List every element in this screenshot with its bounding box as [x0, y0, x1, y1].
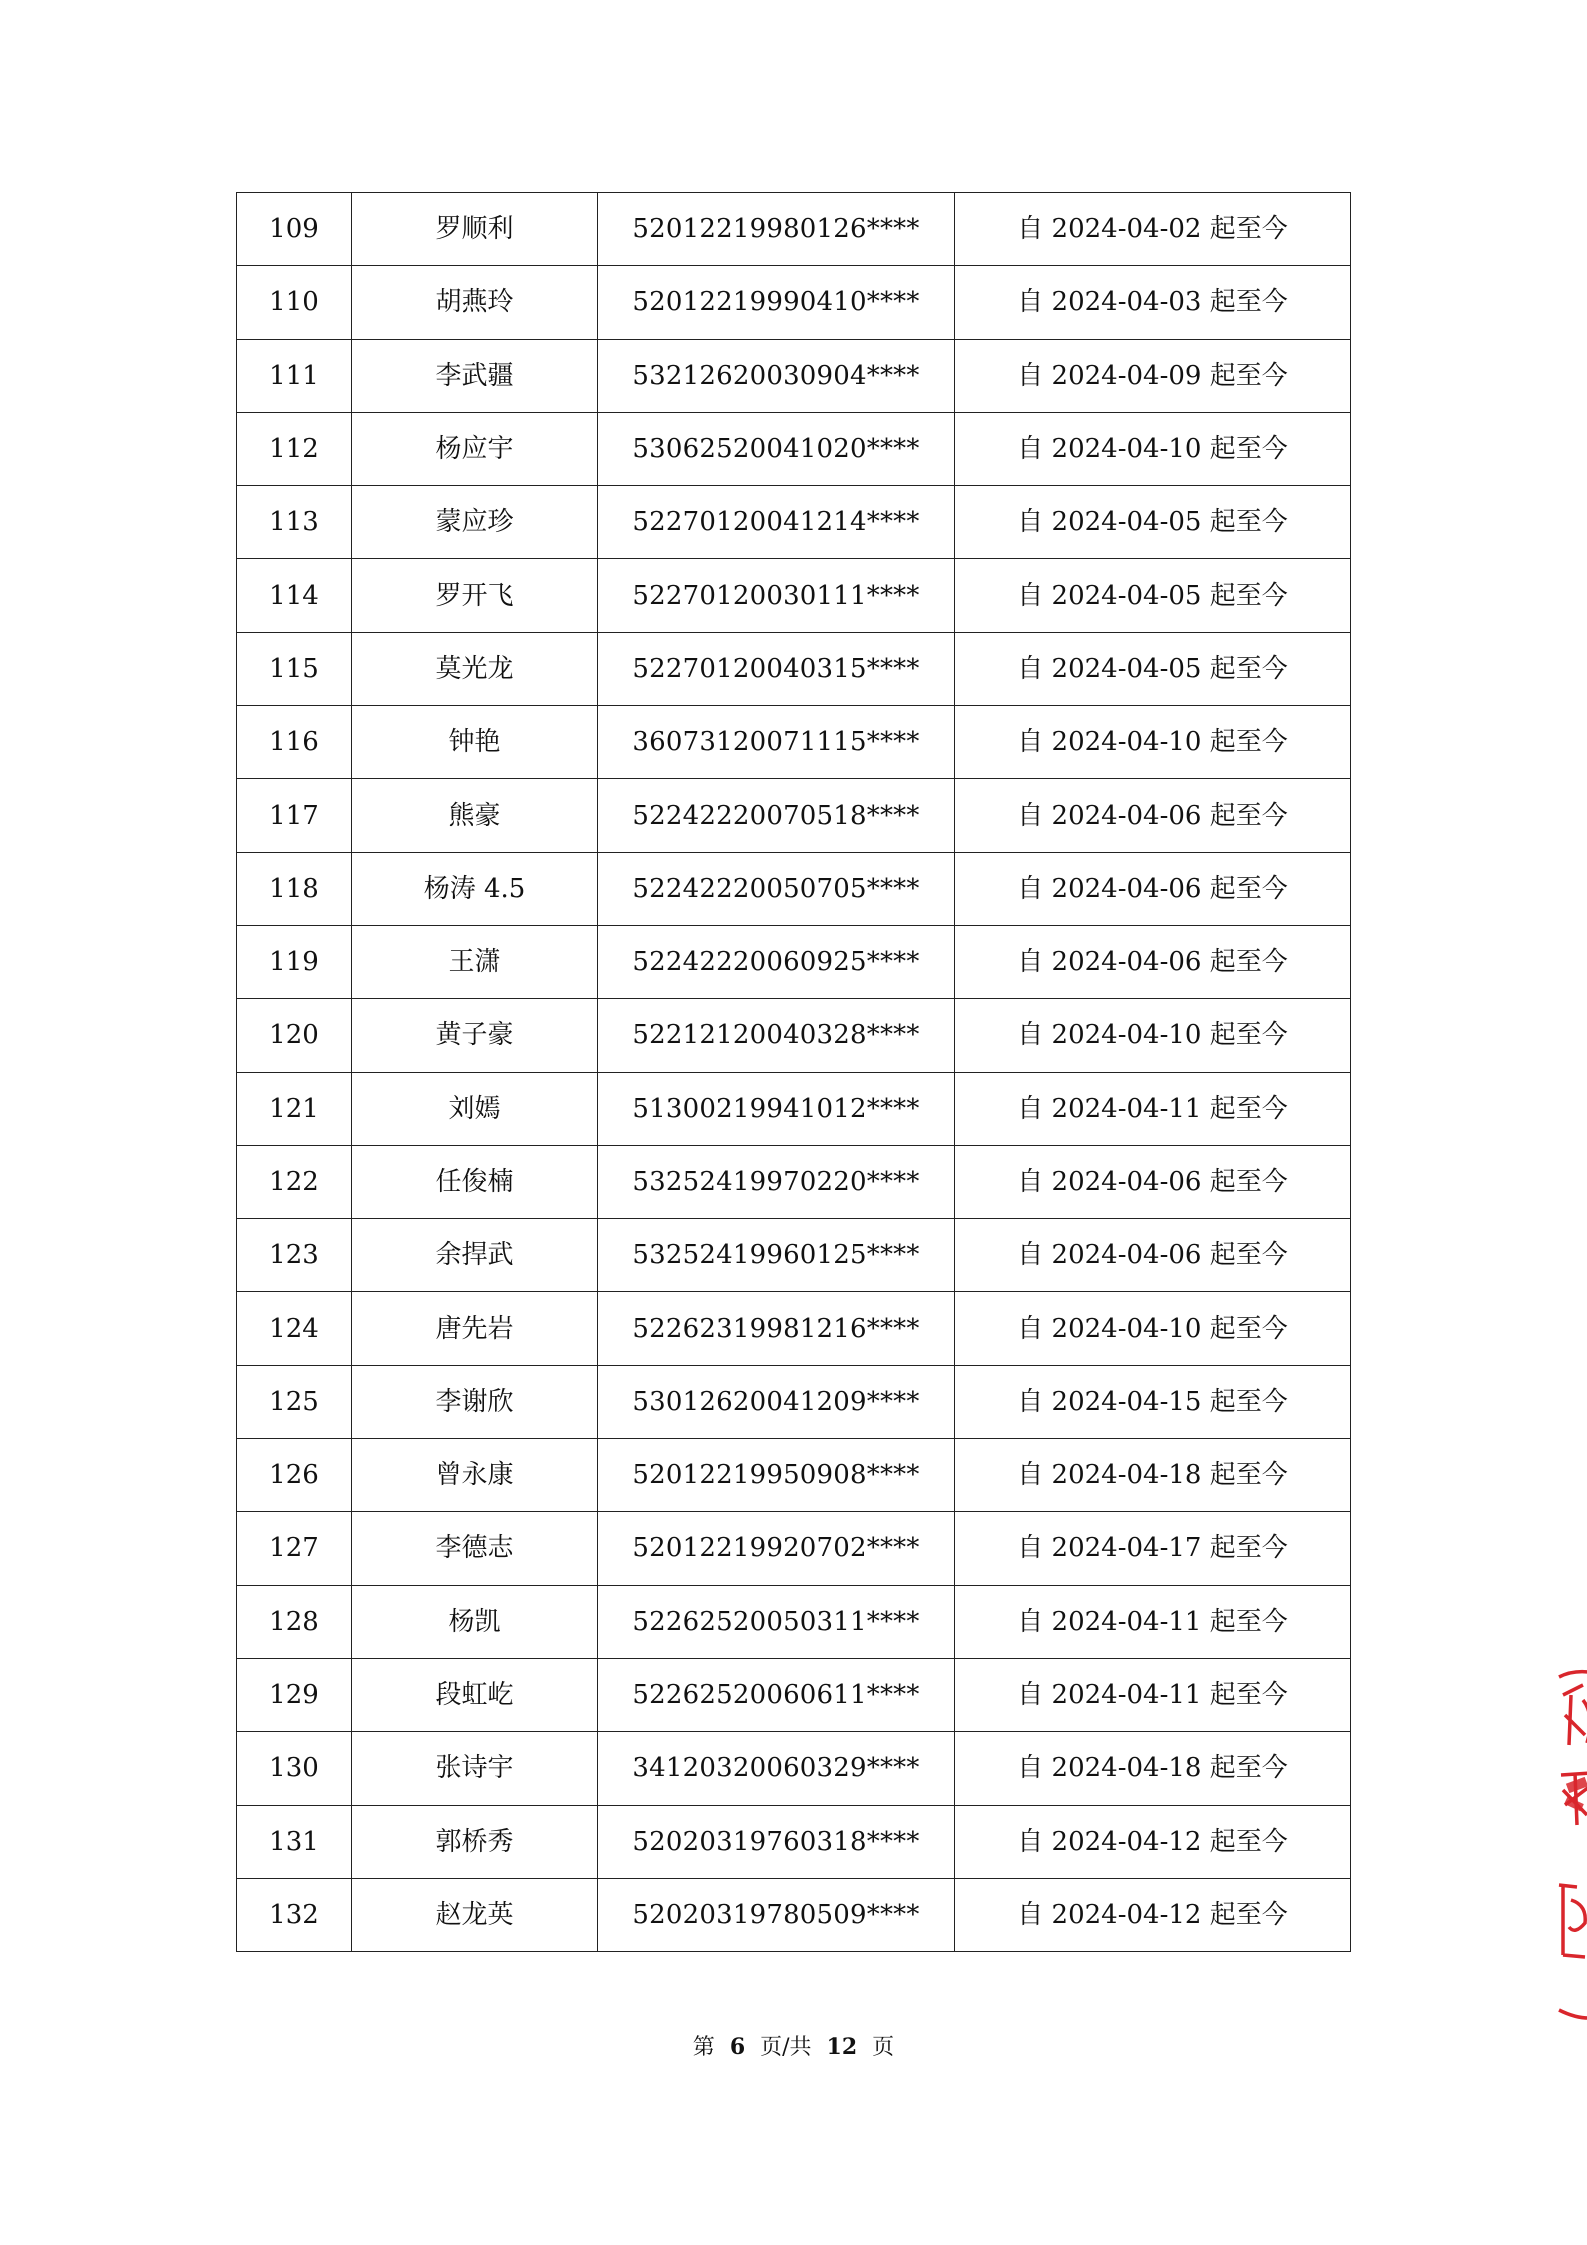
- period-cell: 自 2024-04-18 起至今: [955, 1439, 1351, 1512]
- id-number-cell: 52212120040328****: [598, 999, 955, 1072]
- row-number-cell: 118: [237, 852, 352, 925]
- row-number-cell: 125: [237, 1365, 352, 1438]
- period-cell: 自 2024-04-05 起至今: [955, 486, 1351, 559]
- period-cell: 自 2024-04-10 起至今: [955, 999, 1351, 1072]
- table-row: [237, 1878, 1351, 1951]
- name-cell: 任俊楠: [352, 1145, 598, 1218]
- name-cell: 李德志: [352, 1512, 598, 1585]
- period-cell: 自 2024-04-15 起至今: [955, 1365, 1351, 1438]
- table-row: [237, 706, 1351, 779]
- period-cell: 自 2024-04-06 起至今: [955, 1145, 1351, 1218]
- id-number-cell: 53252419970220****: [598, 1145, 955, 1218]
- row-number-cell: 119: [237, 925, 352, 998]
- period-cell: 自 2024-04-02 起至今: [955, 193, 1351, 266]
- row-number-cell: 115: [237, 632, 352, 705]
- id-number-cell: 52012219980126****: [598, 193, 955, 266]
- table-row: [237, 1805, 1351, 1878]
- name-cell: 李武疆: [352, 339, 598, 412]
- id-number-cell: 52020319760318****: [598, 1805, 955, 1878]
- footer-page-number: 6: [729, 2034, 746, 2060]
- table-row: [237, 779, 1351, 852]
- period-cell: 自 2024-04-17 起至今: [955, 1512, 1351, 1585]
- table-row: [237, 1365, 1351, 1438]
- period-cell: 自 2024-04-18 起至今: [955, 1732, 1351, 1805]
- footer-suffix: 页: [872, 2035, 895, 2060]
- period-cell: 自 2024-04-05 起至今: [955, 559, 1351, 632]
- name-cell: 杨应宇: [352, 412, 598, 485]
- period-cell: 自 2024-04-12 起至今: [955, 1805, 1351, 1878]
- red-seal-stamp: [1555, 1655, 1587, 2035]
- table-row: [237, 632, 1351, 705]
- table-row: [237, 559, 1351, 632]
- name-cell: 杨涛 4.5: [352, 852, 598, 925]
- name-cell: 罗开飞: [352, 559, 598, 632]
- id-number-cell: 36073120071115****: [598, 706, 955, 779]
- id-number-cell: 52242220070518****: [598, 779, 955, 852]
- table-row: [237, 1585, 1351, 1658]
- id-number-cell: 52012219990410****: [598, 266, 955, 339]
- period-cell: 自 2024-04-11 起至今: [955, 1585, 1351, 1658]
- row-number-cell: 112: [237, 412, 352, 485]
- table-row: [237, 412, 1351, 485]
- row-number-cell: 120: [237, 999, 352, 1072]
- table-row: [237, 1145, 1351, 1218]
- period-cell: 自 2024-04-11 起至今: [955, 1072, 1351, 1145]
- name-cell: 段虹屹: [352, 1658, 598, 1731]
- name-cell: 王潇: [352, 925, 598, 998]
- name-cell: 刘嫣: [352, 1072, 598, 1145]
- table-row: [237, 852, 1351, 925]
- row-number-cell: 126: [237, 1439, 352, 1512]
- period-cell: 自 2024-04-12 起至今: [955, 1878, 1351, 1951]
- id-number-cell: 52270120040315****: [598, 632, 955, 705]
- page-footer: [0, 2030, 1587, 2061]
- name-cell: 钟艳: [352, 706, 598, 779]
- period-cell: 自 2024-04-06 起至今: [955, 852, 1351, 925]
- name-cell: 黄子豪: [352, 999, 598, 1072]
- table-row: [237, 266, 1351, 339]
- footer-total-pages: 12: [826, 2034, 858, 2060]
- id-number-cell: 34120320060329****: [598, 1732, 955, 1805]
- id-number-cell: 52020319780509****: [598, 1878, 955, 1951]
- footer-prefix: 第: [692, 2035, 715, 2060]
- row-number-cell: 129: [237, 1658, 352, 1731]
- table-row: [237, 339, 1351, 412]
- row-number-cell: 123: [237, 1219, 352, 1292]
- id-number-cell: 52242220050705****: [598, 852, 955, 925]
- id-number-cell: 52270120041214****: [598, 486, 955, 559]
- table-row: [237, 1658, 1351, 1731]
- period-cell: 自 2024-04-10 起至今: [955, 706, 1351, 779]
- period-cell: 自 2024-04-11 起至今: [955, 1658, 1351, 1731]
- period-cell: 自 2024-04-03 起至今: [955, 266, 1351, 339]
- name-cell: 张诗宇: [352, 1732, 598, 1805]
- period-cell: 自 2024-04-09 起至今: [955, 339, 1351, 412]
- period-cell: 自 2024-04-06 起至今: [955, 1219, 1351, 1292]
- name-cell: 李谢欣: [352, 1365, 598, 1438]
- row-number-cell: 110: [237, 266, 352, 339]
- table-row: [237, 193, 1351, 266]
- row-number-cell: 109: [237, 193, 352, 266]
- table-row: [237, 1072, 1351, 1145]
- row-number-cell: 132: [237, 1878, 352, 1951]
- id-number-cell: 53252419960125****: [598, 1219, 955, 1292]
- period-cell: 自 2024-04-10 起至今: [955, 1292, 1351, 1365]
- row-number-cell: 116: [237, 706, 352, 779]
- table-row: [237, 1732, 1351, 1805]
- row-number-cell: 127: [237, 1512, 352, 1585]
- table-row: [237, 999, 1351, 1072]
- id-number-cell: 52012219950908****: [598, 1439, 955, 1512]
- id-number-cell: 52012219920702****: [598, 1512, 955, 1585]
- id-number-cell: 52242220060925****: [598, 925, 955, 998]
- row-number-cell: 111: [237, 339, 352, 412]
- row-number-cell: 128: [237, 1585, 352, 1658]
- name-cell: 杨凯: [352, 1585, 598, 1658]
- table-row: [237, 1219, 1351, 1292]
- id-number-cell: 52270120030111****: [598, 559, 955, 632]
- table-row: [237, 486, 1351, 559]
- table-row: [237, 925, 1351, 998]
- personnel-table: [236, 192, 1351, 1952]
- row-number-cell: 131: [237, 1805, 352, 1878]
- row-number-cell: 130: [237, 1732, 352, 1805]
- name-cell: 胡燕玲: [352, 266, 598, 339]
- table-row: [237, 1512, 1351, 1585]
- name-cell: 余捍武: [352, 1219, 598, 1292]
- period-cell: 自 2024-04-10 起至今: [955, 412, 1351, 485]
- name-cell: 曾永康: [352, 1439, 598, 1512]
- id-number-cell: 53062520041020****: [598, 412, 955, 485]
- name-cell: 赵龙英: [352, 1878, 598, 1951]
- table-body: [237, 193, 1351, 1952]
- period-cell: 自 2024-04-06 起至今: [955, 925, 1351, 998]
- period-cell: 自 2024-04-06 起至今: [955, 779, 1351, 852]
- row-number-cell: 113: [237, 486, 352, 559]
- row-number-cell: 122: [237, 1145, 352, 1218]
- row-number-cell: 121: [237, 1072, 352, 1145]
- id-number-cell: 51300219941012****: [598, 1072, 955, 1145]
- name-cell: 罗顺利: [352, 193, 598, 266]
- row-number-cell: 114: [237, 559, 352, 632]
- footer-middle: 页/共: [760, 2035, 812, 2060]
- id-number-cell: 53212620030904****: [598, 339, 955, 412]
- name-cell: 莫光龙: [352, 632, 598, 705]
- id-number-cell: 52262520050311****: [598, 1585, 955, 1658]
- id-number-cell: 53012620041209****: [598, 1365, 955, 1438]
- name-cell: 蒙应珍: [352, 486, 598, 559]
- name-cell: 郭桥秀: [352, 1805, 598, 1878]
- table-row: [237, 1439, 1351, 1512]
- id-number-cell: 52262520060611****: [598, 1658, 955, 1731]
- row-number-cell: 124: [237, 1292, 352, 1365]
- period-cell: 自 2024-04-05 起至今: [955, 632, 1351, 705]
- id-number-cell: 52262319981216****: [598, 1292, 955, 1365]
- row-number-cell: 117: [237, 779, 352, 852]
- table-row: [237, 1292, 1351, 1365]
- name-cell: 熊豪: [352, 779, 598, 852]
- name-cell: 唐先岩: [352, 1292, 598, 1365]
